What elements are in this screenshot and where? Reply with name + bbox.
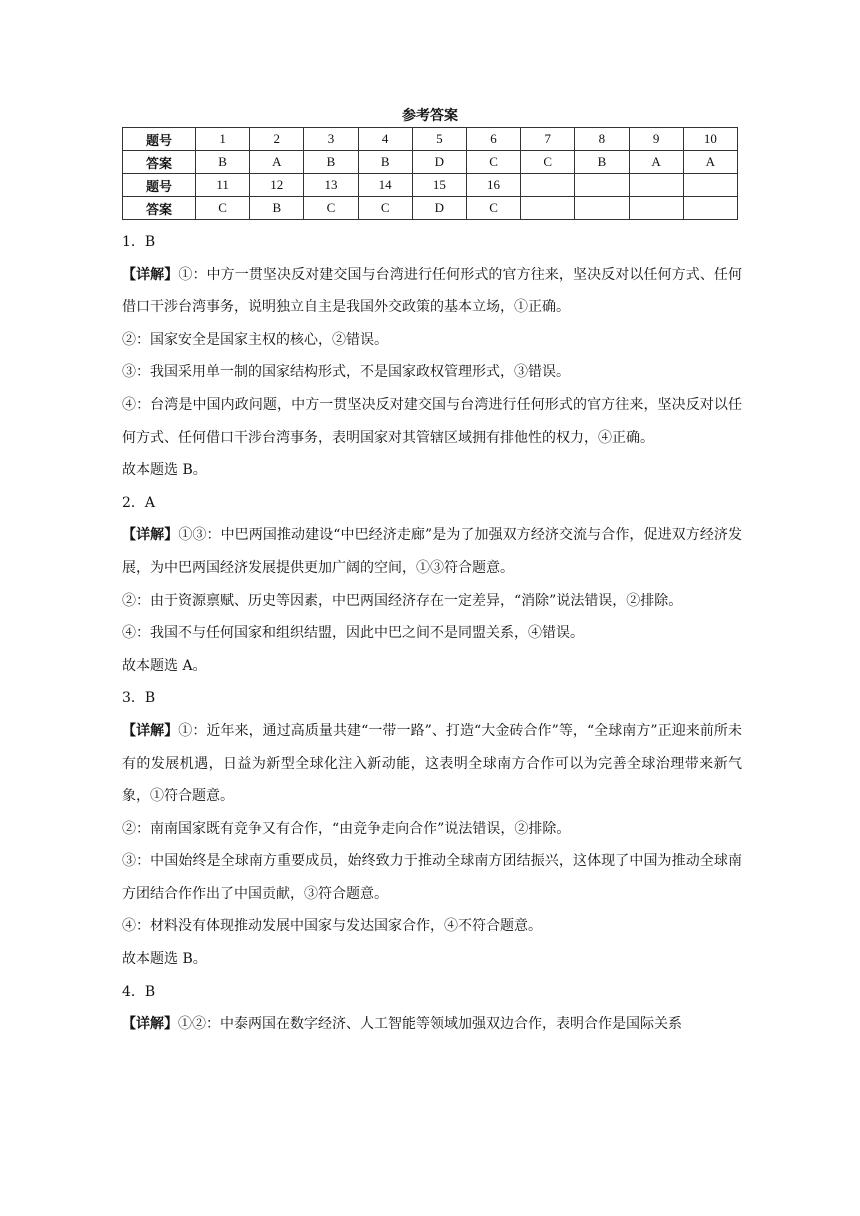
explanation-paragraph: ②：由于资源禀赋、历史等因素，中巴两国经济存在一定差异，“消除”说法错误，②排除。 bbox=[122, 592, 683, 609]
explanation-text: ①③：中巴两国推动建设“中巴经济走廊”是为了加强双方经济交流与合作，促进双方经济发展，为中巴两国经济发展提供更加广阔的空间，①③符合题意。 bbox=[122, 527, 743, 576]
explanation-paragraph: ④：我国不与任何国家和组织结盟，因此中巴之间不是同盟关系，④错误。 bbox=[122, 625, 584, 642]
explanations bbox=[122, 226, 742, 1041]
table-row bbox=[123, 128, 738, 151]
table-cell: C bbox=[196, 197, 250, 220]
explanation-paragraph: ③：我国采用单一制的国家结构形式，不是国家政权管理形式，③错误。 bbox=[122, 364, 570, 381]
table-cell: 7 bbox=[521, 128, 575, 151]
answer-conclusion: 故本题选 B。 bbox=[122, 951, 207, 968]
table-cell: 10 bbox=[683, 128, 737, 151]
table-cell: B bbox=[196, 151, 250, 174]
table-cell: 13 bbox=[304, 174, 358, 197]
table-row bbox=[123, 151, 738, 174]
question-heading: 1．B bbox=[122, 234, 156, 250]
table-cell: C bbox=[358, 197, 412, 220]
table-cell: B bbox=[358, 151, 412, 174]
row-label: 题号 bbox=[123, 174, 196, 197]
table-cell: 2 bbox=[250, 128, 304, 151]
table-cell bbox=[521, 174, 575, 197]
answer-conclusion: 故本题选 A。 bbox=[122, 657, 207, 674]
table-cell bbox=[629, 174, 683, 197]
table-cell: A bbox=[683, 151, 737, 174]
explanation-paragraph: ③：中国始终是全球南方重要成员，始终致力于推动全球南方团结振兴，这体现了中国为推动全球南方团结合作作出了中国贡献，③符合题意。 bbox=[122, 853, 742, 902]
table-cell bbox=[575, 174, 629, 197]
explanation-paragraph: ②：国家安全是国家主权的核心，②错误。 bbox=[122, 331, 388, 348]
detail-tag: 【详解】 bbox=[122, 722, 179, 739]
row-label: 题号 bbox=[123, 128, 196, 151]
explanation-paragraph: ④：材料没有体现推动发展中国家与发达国家合作，④不符合题意。 bbox=[122, 918, 542, 935]
detail-tag: 【详解】 bbox=[122, 527, 179, 544]
table-cell bbox=[575, 197, 629, 220]
table-cell: 3 bbox=[304, 128, 358, 151]
explanation-paragraph bbox=[122, 715, 742, 813]
answer-table bbox=[122, 127, 738, 220]
table-cell: 5 bbox=[412, 128, 466, 151]
question-heading: 3．B bbox=[122, 690, 156, 707]
table-cell: C bbox=[304, 197, 358, 220]
table-cell: C bbox=[466, 197, 520, 220]
table-cell: 6 bbox=[466, 128, 520, 151]
table-cell: 14 bbox=[358, 174, 412, 197]
explanation-text: ①：中方一贯坚决反对建交国与台湾进行任何形式的官方往来，坚决反对以任何方式、任何借口干涉台湾事务，说明独立自主是我国外交政策的基本立场，①正确。 bbox=[122, 266, 743, 316]
table-cell: B bbox=[250, 197, 304, 220]
table-cell bbox=[683, 174, 737, 197]
detail-tag: 【详解】 bbox=[122, 1016, 178, 1033]
table-cell: C bbox=[521, 151, 575, 174]
table-cell: D bbox=[412, 197, 466, 220]
table-cell: 1 bbox=[196, 128, 250, 151]
table-cell: 11 bbox=[196, 174, 250, 197]
table-cell: 15 bbox=[412, 174, 466, 197]
page-title: 参考答案 bbox=[402, 108, 458, 124]
explanation-paragraph bbox=[122, 259, 742, 324]
question-heading: 4．B bbox=[122, 983, 156, 1000]
table-cell: B bbox=[575, 151, 629, 174]
table-cell: A bbox=[629, 151, 683, 174]
table-cell bbox=[629, 197, 683, 220]
explanation-paragraph bbox=[122, 1008, 742, 1041]
table-cell: 4 bbox=[358, 128, 412, 151]
table-row bbox=[123, 174, 738, 197]
answer-conclusion: 故本题选 B。 bbox=[122, 462, 207, 479]
table-cell: C bbox=[466, 151, 520, 174]
table-cell: 8 bbox=[575, 128, 629, 151]
table-cell: 16 bbox=[466, 174, 520, 197]
table-row bbox=[123, 197, 738, 220]
row-label: 答案 bbox=[123, 197, 196, 220]
explanation-paragraph: ④：台湾是中国内政问题，中方一贯坚决反对建交国与台湾进行任何形式的官方往来，坚决反对以任何方式、任何借口干涉台湾事务，表明国家对其管辖区域拥有排他性的权力，④正确。 bbox=[122, 396, 742, 446]
explanation-text: ①②：中泰两国在数字经济、人工智能等领域加强双边合作，表明合作是国际关系 bbox=[178, 1016, 682, 1033]
table-cell bbox=[683, 197, 737, 220]
table-cell bbox=[521, 197, 575, 220]
table-cell: D bbox=[412, 151, 466, 174]
explanation-paragraph: ②：南南国家既有竞争又有合作，“由竞争走向合作”说法错误，②排除。 bbox=[122, 820, 571, 837]
explanation-text: ①：近年来，通过高质量共建“一带一路”、打造“大金砖合作”等，“全球南方”正迎来前所未有的发展机遇，日益为新型全球化注入新动能，这表明全球南方合作可以为完善全球治理带来新气象，①符合题意。 bbox=[122, 722, 742, 805]
detail-tag: 【详解】 bbox=[122, 266, 179, 283]
question-heading: 2．A bbox=[122, 494, 156, 511]
table-cell: 9 bbox=[629, 128, 683, 151]
explanation-paragraph bbox=[122, 519, 742, 584]
table-cell: B bbox=[304, 151, 358, 174]
table-cell: A bbox=[250, 151, 304, 174]
row-label: 答案 bbox=[123, 151, 196, 174]
table-cell: 12 bbox=[250, 174, 304, 197]
